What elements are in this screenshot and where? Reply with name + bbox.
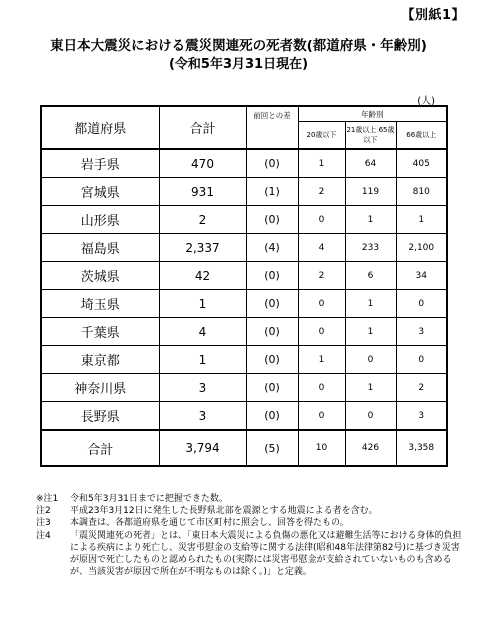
cell-prefecture: 福島県: [41, 234, 159, 262]
cell-previous-diff: (0): [246, 262, 298, 290]
cell-age-21-65: 6: [345, 262, 396, 290]
table-row: [41, 206, 447, 234]
cell-age-21-65: 119: [345, 178, 396, 206]
cell-age-66-over: 34: [396, 262, 447, 290]
table-row: [41, 178, 447, 206]
cell-total: 2: [159, 206, 246, 234]
cell-age-21-65: 1: [345, 374, 396, 402]
cell-total: 1: [159, 290, 246, 318]
cell-age-20-under: 2: [298, 178, 345, 206]
cell-age-66-over: 810: [396, 178, 447, 206]
cell-age-21-65: 233: [345, 234, 396, 262]
cell-age-21-65: 1: [345, 318, 396, 346]
header-prefecture: 都道府県: [41, 106, 159, 149]
table-row: [41, 346, 447, 374]
document-subtitle: (令和5年3月31日現在): [168, 57, 309, 72]
cell-total: 4: [159, 318, 246, 346]
note-text: 平成23年3月12日に発生した長野県北部を震源とする地震による者を含む。: [70, 506, 378, 517]
table-row: [41, 149, 447, 178]
cell-age-66-over: 3: [396, 402, 447, 431]
cell-age-20-under: 0: [298, 290, 345, 318]
cell-age-21-65: 64: [345, 149, 396, 178]
header-age-20-under: 20歳以下: [298, 122, 345, 150]
table-row: [41, 234, 447, 262]
note-tag: ※注1: [36, 494, 59, 504]
cell-age-20-under: 1: [298, 149, 345, 178]
cell-age-66-over: 0: [396, 290, 447, 318]
cell-age-20-under: 0: [298, 318, 345, 346]
note-tag: 注4: [36, 530, 51, 541]
cell-age-20-under: 2: [298, 262, 345, 290]
cell-previous-diff: (0): [246, 402, 298, 431]
cell-age-66-over: 405: [396, 149, 447, 178]
note-item: [36, 517, 466, 529]
cell-age-21-65: 0: [345, 402, 396, 431]
deaths-table: [40, 105, 448, 467]
header-age-66-over: 66歳以上: [396, 122, 447, 150]
cell-age-20-under: 4: [298, 234, 345, 262]
header-total: 合計: [159, 106, 246, 149]
header-age-21-65: 21歳以上 65歳以下: [345, 122, 396, 150]
total-row-label: 合計: [41, 430, 159, 466]
cell-total: 42: [159, 262, 246, 290]
cell-age-20-under: 0: [298, 206, 345, 234]
cell-prefecture: 千葉県: [41, 318, 159, 346]
cell-age-20-under: 1: [298, 346, 345, 374]
total-row: [41, 430, 447, 466]
total-row-age-21-65: 426: [345, 430, 396, 466]
note-text: 令和5年3月31日までに把握できた数。: [70, 494, 228, 504]
cell-total: 1: [159, 346, 246, 374]
cell-age-66-over: 0: [396, 346, 447, 374]
cell-total: 3: [159, 374, 246, 402]
cell-total: 2,337: [159, 234, 246, 262]
cell-age-66-over: 3: [396, 318, 447, 346]
cell-total: 470: [159, 149, 246, 178]
note-item: [36, 530, 466, 579]
cell-previous-diff: (0): [246, 318, 298, 346]
note-tag: 注2: [36, 506, 51, 517]
cell-previous-diff: (0): [246, 374, 298, 402]
notes-section: [36, 493, 466, 578]
cell-total: 931: [159, 178, 246, 206]
header-previous-diff: 前回との差: [246, 106, 298, 149]
total-row-total: 3,794: [159, 430, 246, 466]
document-title: 東日本大震災における震災関連死の死者数(都道府県・年齢別): [50, 38, 427, 54]
note-item: [36, 493, 466, 505]
cell-age-20-under: 0: [298, 402, 345, 431]
cell-prefecture: 神奈川県: [41, 374, 159, 402]
cell-age-66-over: 2,100: [396, 234, 447, 262]
cell-previous-diff: (4): [246, 234, 298, 262]
cell-prefecture: 山形県: [41, 206, 159, 234]
table-row: [41, 402, 447, 431]
header-age-group: 年齢別: [298, 106, 447, 122]
cell-prefecture: 東京都: [41, 346, 159, 374]
cell-age-21-65: 0: [345, 346, 396, 374]
total-row-age-66-over: 3,358: [396, 430, 447, 466]
cell-prefecture: 埼玉県: [41, 290, 159, 318]
cell-age-21-65: 1: [345, 206, 396, 234]
cell-prefecture: 宮城県: [41, 178, 159, 206]
table-row: [41, 318, 447, 346]
cell-previous-diff: (0): [246, 149, 298, 178]
unit-label: (人): [417, 96, 435, 107]
cell-age-66-over: 1: [396, 206, 447, 234]
cell-age-66-over: 2: [396, 374, 447, 402]
note-item: [36, 505, 466, 517]
total-row-diff: (5): [246, 430, 298, 466]
attachment-label: 【別紙1】: [401, 8, 465, 23]
cell-prefecture: 茨城県: [41, 262, 159, 290]
cell-previous-diff: (0): [246, 346, 298, 374]
cell-age-20-under: 0: [298, 374, 345, 402]
cell-prefecture: 長野県: [41, 402, 159, 431]
total-row-age-20-under: 10: [298, 430, 345, 466]
cell-previous-diff: (0): [246, 206, 298, 234]
note-text: 本調査は、各都道府県を通じて市区町村に照会し、回答を得たもの。: [70, 518, 349, 529]
cell-age-21-65: 1: [345, 290, 396, 318]
table-row: [41, 290, 447, 318]
table-row: [41, 374, 447, 402]
note-tag: 注3: [36, 518, 51, 529]
cell-prefecture: 岩手県: [41, 149, 159, 178]
cell-previous-diff: (1): [246, 178, 298, 206]
table-row: [41, 262, 447, 290]
cell-previous-diff: (0): [246, 290, 298, 318]
cell-total: 3: [159, 402, 246, 431]
note-text: 「震災関連死の死者」とは、「東日本大震災による負傷の悪化又は避難生活等における身体的負担による疾病により死亡し、災害弔慰金の支給等に関する法律(昭和48年法律第82号)に基づき災害が原因で死亡したものと認められたもの(実際には災害弔慰金が支給されていないものも含めるが、当該災害が原因で所在が不明なものは除く。)」と定義。: [70, 530, 462, 578]
